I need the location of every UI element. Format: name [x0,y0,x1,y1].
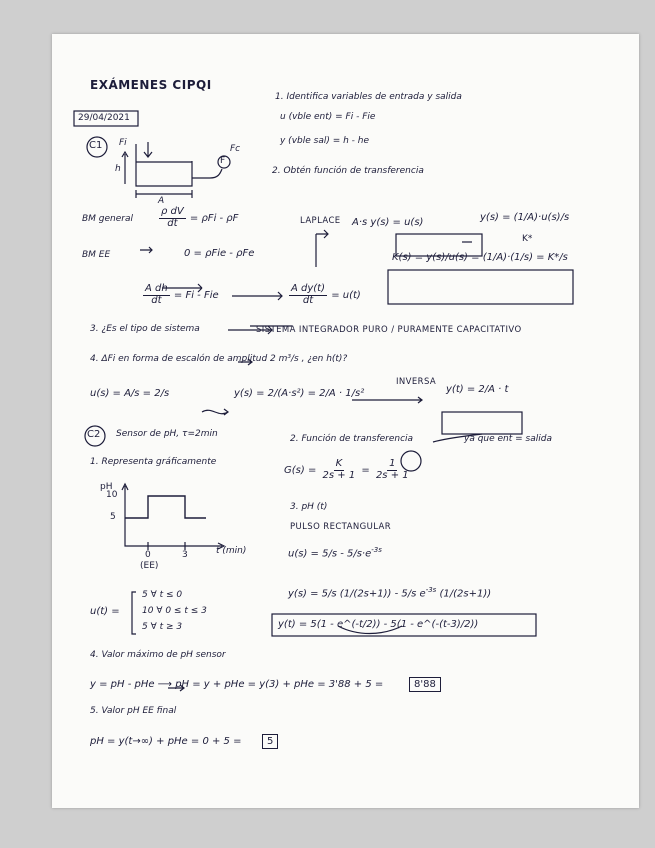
ex2-header: Sensor de pH, τ=2min [116,429,218,439]
ex1-y-def: y (vble sal) = h - he [280,136,370,146]
dev-eq-num: A dh [145,283,168,294]
tank-outflow-label: Fc [230,144,241,154]
ex1-tag: C1 [89,140,103,151]
plot-tick-5: 5 [110,512,116,522]
tank-inflow-label: Fi [119,138,127,148]
ex1-step-1: 1. Identifica variables de entrada y salida [275,92,462,102]
u-piece-3: 5 ∀ t ≥ 3 [142,622,183,632]
u-piecewise-lhs: u(t) = [90,606,120,617]
ex2-step-4: 4. Valor máximo de pH sensor [90,650,226,660]
tank-outline [136,144,192,186]
bm-general-arrow [140,247,152,253]
plot-tick-10: 10 [106,490,118,500]
tf-expression: y(s) = (1/A)·u(s)/s [480,212,570,223]
ph-final-answer: 5 [262,734,278,749]
bm-ee-eq: 0 = ρFie - ρFe [184,248,255,259]
plot-y-label: pH [100,482,113,492]
ex2-y-s-exp: -3s [425,586,437,594]
laplace-eq: A·s y(s) = u(s) [352,217,424,228]
piecewise-brace [132,592,136,634]
ph-max-answer: 8'88 [409,677,441,692]
gs-den2: 2s + 1 [375,469,409,481]
ex2-tag: C2 [87,429,101,440]
plot-arrows [122,484,224,549]
ex1-step-2: 2. Obtén función de transferencia [272,166,424,176]
gs-lhs: G(s) = [284,465,317,476]
squiggle-arrow [202,409,228,415]
gs-num: K [335,458,343,469]
height-arrow [122,152,128,184]
valve-f-label: F [220,156,226,166]
pulse-label: PULSO RECTANGULAR [290,522,392,532]
ex2-u-s-exp: -3s [371,546,382,554]
tank-area-label: A [158,196,165,206]
dev-eq2-rhs: = u(t) [331,290,361,301]
plot-axes [125,486,222,546]
plot-tick-0: 0 [145,550,151,560]
handwritten-strokes [52,34,639,808]
ex2-step-2-note: ya que ent = salida [464,434,552,444]
k-star-note: K* [522,234,533,244]
ph-max-eq: y = pH - pHe ⟶ pH = y + pHe = y(3) + pHe = 3'88 + 5 = [90,679,384,690]
ex1-step-4: 4. ΔFi en forma de escalón de amplitud 2 m³/s , ¿en h(t)? [90,354,348,364]
ex2-u-s: u(s) = 5/s - 5/s·e [288,548,372,560]
ex1-u-def: u (vble ent) = Fi - Fie [280,112,376,122]
inflow-arrow [144,142,152,157]
plot-ee-label: (EE) [140,561,159,571]
ex2-step-5: 5. Valor pH EE final [90,706,177,716]
bm-general-rhs: = ρFi - ρF [189,213,239,224]
inverse-label: INVERSA [396,377,437,387]
u-piece-2: 10 ∀ 0 ≤ t ≤ 3 [142,606,207,616]
page-title: EXÁMENES CIPQI [90,78,212,92]
gs-num2: 1 [389,458,396,469]
ex1-u-s: u(s) = A/s = 2/s [90,388,170,399]
ex1-y-s: y(s) = 2/(A·s²) = 2/A · 1/s² [234,388,365,399]
ex1-step-3: 3. ¿Es el tipo de sistema [90,324,200,334]
ex2-step-1: 1. Representa gráficamente [90,457,217,467]
exam-sheet: EXÁMENES CIPQI 29/04/2021 C1 Fi h A Fc F 1. Identifica variables de entrada y salida u (vble ent) = Fi - Fie y (vble sal) = h - he 2. Obtén función de transferencia BM general $\frac{\text{ρ dV}}{dt}$ = ρFi - ρF BM EE 0 = ρFie - ρFe LAPLACE A·s y(s) = u(s) y(s) = (1/A)·u(s)/s K(s) = y(s)/u(s) = (1/A)·(1/s) = K*/s K* $\frac{\text{A dh}}{dt}$ = Fi - Fie $\frac{\text{A dy(t)}}{dt}$ = u(t) 3. ¿Es el tipo de sistema SISTEMA INTEGRADOR PURO / PURAMENTE CAPACITATIVO 4. ΔFi en forma de escalón de amplitud 2 m³/s , ¿en h(t)? u(s) = A/s = 2/s y(s) = 2/(A·s²) = 2/A · 1/s² INVERSA y(t) = 2/A · t C2 Sensor de pH, τ=2min 1. Representa gráficamente pH 10 5 0 3 t (min) (EE) u(t) = 5 ∀ t ≤ 0 10 ∀ 0 ≤ t ≤ 3 5 ∀ t ≥ 3 2. Función de transferencia ya que ent = salida G(s) = $\frac{K}{2s + 1}$ = $\frac{1}{2s + 1}$ 3. pH (t) PULSO RECTANGULAR $u(s) = 5/s - 5/s\cdot e^{-3s}$ y(s) = 5/s (1/(2s+1)) - 5/s $e^{-3s}$ (1/(2s+1)) y(t) = 5(1 - e^(-t/2)) - 5(1 - e^(-(t-3)/2)) 4. Valor máximo de pH sensor y = pH - pHe ⟶ pH = y + pHe = y(3) + pHe = 3'88 + 5 = 8'88 5. Valor pH EE final pH = y(t→∞) + pHe = 0 + 5 = 5 [52,34,639,808]
laplace-arrow [316,230,328,267]
k-box [388,270,573,304]
ex2-y-s-tail: (1/(2s+1)) [439,588,492,600]
bm-general-num: ρ dV [161,206,184,217]
yt-box [442,412,522,434]
bm-general-label: BM general [82,214,134,224]
ex2-y-t: y(t) = 5(1 - e^(-t/2)) - 5(1 - e^(-(t-3)/2)) [278,619,479,630]
gs-den: 2s + 1 [322,469,356,481]
laplace-label: LAPLACE [300,216,341,226]
outflow-curve [210,169,222,178]
exam-date: 29/04/2021 [78,113,130,123]
bm-general-den: dt [167,217,178,229]
dev-eq-rhs: = Fi - Fie [173,290,219,301]
ex2-step-2: 2. Función de transferencia [290,434,414,444]
ex1-step-3-answer: SISTEMA INTEGRADOR PURO / PURAMENTE CAPACITATIVO [256,325,522,335]
dev-eq2-den: dt [302,294,314,306]
bm-ee-label: BM EE [82,250,111,260]
ph-final-eq: pH = y(t→∞) + pHe = 0 + 5 = [90,736,242,747]
ex2-step-3: 3. pH (t) [290,502,328,512]
plot-tick-3: 3 [182,550,188,560]
ex1-y-t: y(t) = 2/A · t [446,384,509,395]
tank-height-label: h [115,164,121,174]
ex2-y-s: y(s) = 5/s (1/(2s+1)) - 5/s e [288,588,426,600]
dev-eq2-num: A dy(t) [291,283,326,294]
u-piece-1: 5 ∀ t ≤ 0 [142,590,183,600]
plot-pulse [125,496,206,518]
k-expression: K(s) = y(s)/u(s) = (1/A)·(1/s) = K*/s [392,252,568,263]
dev-arrow [232,292,282,300]
dev-eq-den: dt [151,294,162,306]
plot-x-label: t (min) [216,546,247,556]
